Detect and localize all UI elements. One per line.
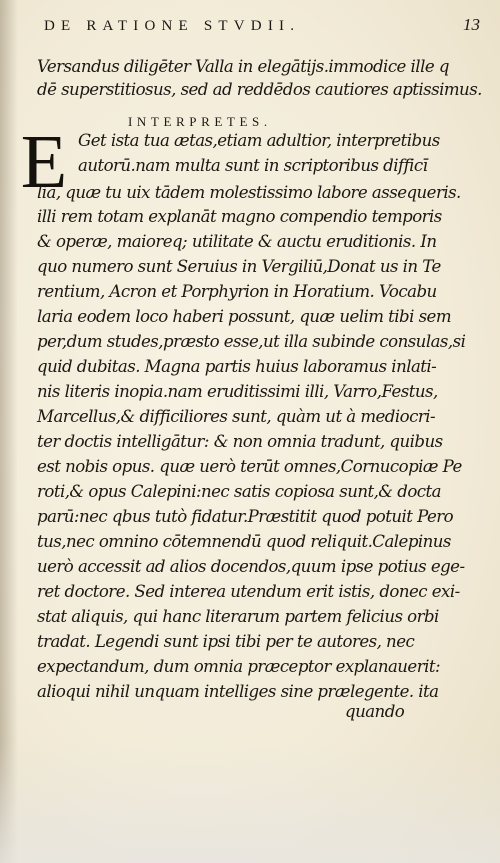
text-line: illi rem totam explanāt magno compendio temporis (37, 207, 442, 226)
text-line: uerò accessit ad alios docendos,quum ipse potius ege- (37, 557, 465, 576)
text-line: tradat. Legendi sunt ipsi tibi per te autores, nec (37, 632, 415, 651)
running-title: DE RATIONE STVDII. (44, 18, 301, 34)
text-line: expectandum, dum omnia præceptor explanauerit: (37, 657, 441, 676)
catchword: quando (345, 702, 405, 721)
text-line: nis literis inopia.nam eruditissimi illi, Varro,Festus, (37, 382, 438, 401)
page-bottom-shade (0, 743, 500, 863)
text-line: parū:nec qbus tutò fidatur.Præstitit quod potuit Pero (37, 507, 454, 526)
text-line: quid dubitas. Magna partis huius laboramus inlati- (37, 357, 437, 376)
text-line: lia, quæ tu uix tādem molestissimo labore assequeris. (37, 183, 461, 202)
text-line: Get ista tua ætas,etiam adultior, interpretibus (78, 131, 440, 150)
text-line: laria eodem loco haberi possunt, quæ uelim tibi sem (37, 307, 452, 326)
text-line: dē superstitiosus, sed ad reddēdos cautiores aptissimus. (37, 80, 482, 99)
text-line: alioqui nihil unquam intelliges sine prælegente. ita (37, 682, 439, 701)
text-line: tus,nec omnino cōtemnendū quod reliquit.Calepinus (37, 532, 451, 551)
text-line: Marcellus,& difficiliores sunt, quàm ut à mediocri- (37, 407, 436, 426)
text-line: quo numero sunt Seruius in Vergiliū,Donat us in Te (37, 257, 441, 276)
section-heading: INTERPRETES. (128, 114, 272, 129)
text-line: per,dum studes,præsto esse,ut illa subinde consulas,si (37, 332, 466, 351)
page-number: 13 (463, 15, 480, 34)
text-line: est nobis opus. quæ uerò terūt omnes,Cornucopiæ Pe (37, 457, 462, 476)
text-line: autorū.nam multa sunt in scriptoribus difficī (78, 156, 428, 175)
text-line: ret doctore. Sed interea utendum erit istis, donec exi- (37, 582, 460, 601)
drop-capital: E (20, 120, 68, 204)
text-line: rentium, Acron et Porphyrion in Horatium. Vocabu (37, 282, 437, 301)
text-line: & operæ, maioreq; utilitate & auctu eruditionis. In (37, 232, 437, 251)
text-line: roti,& opus Calepini:nec satis copiosa sunt,& docta (37, 482, 441, 501)
text-line: Versandus diligēter Valla in elegātijs.immodice ille q (37, 57, 449, 76)
text-line: stat aliquis, qui hanc literarum partem felicius orbi (37, 607, 439, 626)
text-line: ter doctis intelligātur: & non omnia tradunt, quibus (37, 432, 443, 451)
